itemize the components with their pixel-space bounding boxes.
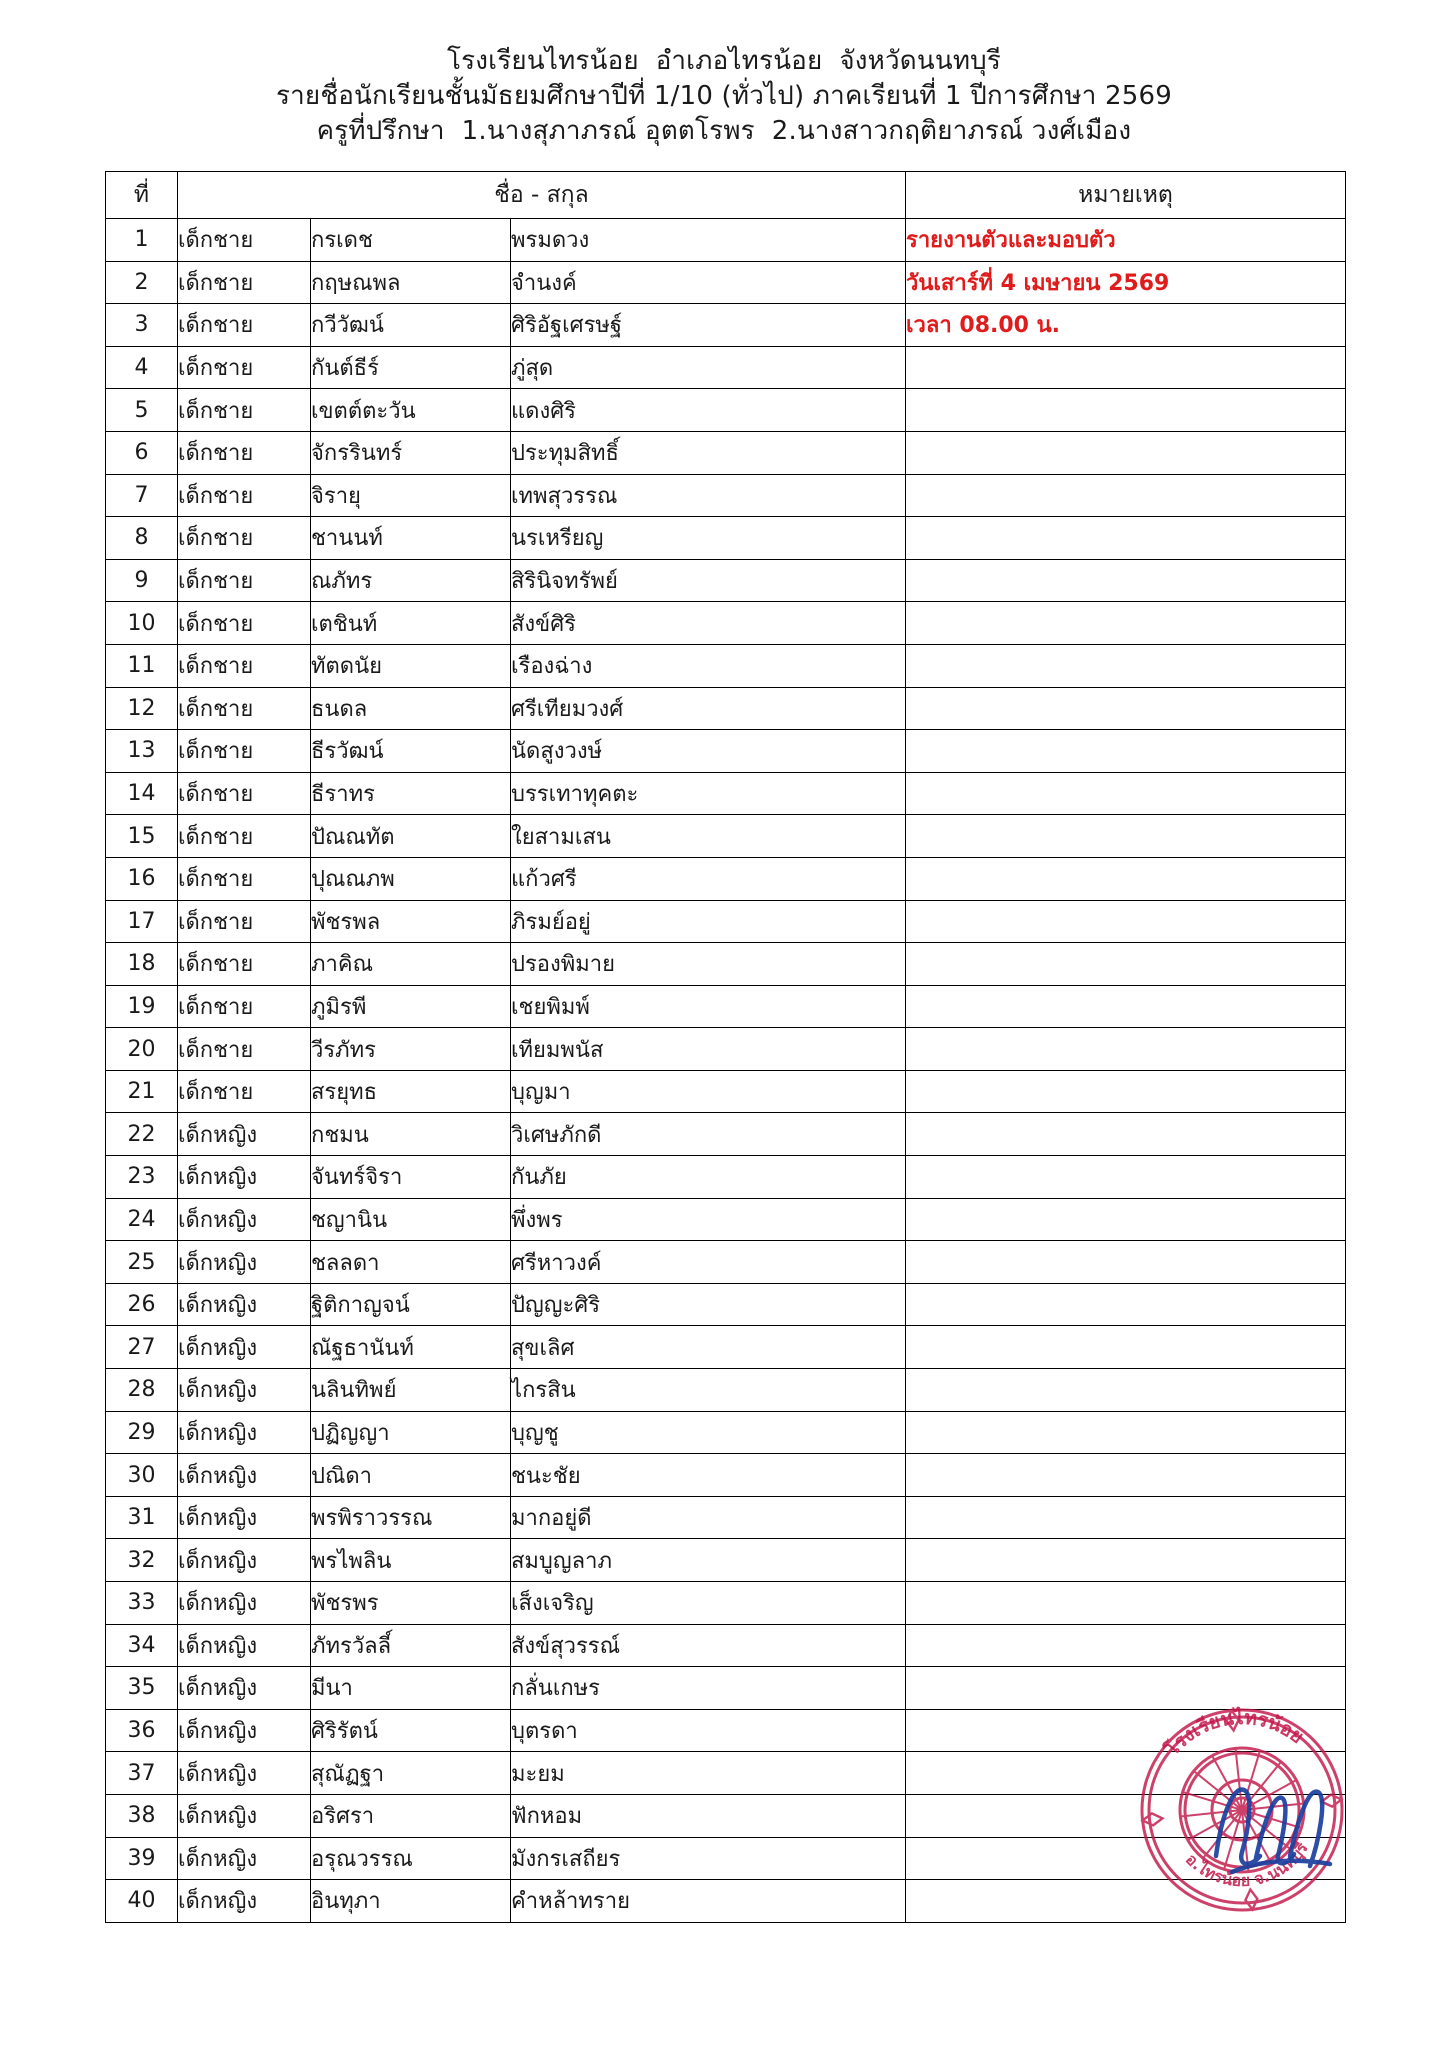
student-title: เด็กหญิง [178,1624,311,1667]
row-note [906,1283,1346,1326]
row-note [906,1582,1346,1625]
row-note [906,559,1346,602]
row-number: 22 [106,1113,178,1156]
student-title: เด็กชาย [178,219,311,262]
table-row [106,1880,1346,1923]
student-lastname: บรรเทาทุคตะ [511,772,906,815]
student-title: เด็กหญิง [178,1156,311,1199]
student-title: เด็กหญิง [178,1837,311,1880]
row-note [906,1880,1346,1923]
row-number: 27 [106,1326,178,1369]
table-row [106,1454,1346,1497]
student-lastname: เส็งเจริญ [511,1582,906,1625]
row-note [906,1709,1346,1752]
student-title: เด็กหญิง [178,1283,311,1326]
student-title: เด็กหญิง [178,1454,311,1497]
student-lastname: ประทุมสิทธิ์ [511,431,906,474]
student-title: เด็กชาย [178,261,311,304]
student-firstname: นลินทิพย์ [311,1369,511,1412]
table-row [106,261,1346,304]
row-number: 40 [106,1880,178,1923]
table-row [106,1113,1346,1156]
document-heading [0,0,1448,149]
row-number: 7 [106,474,178,517]
student-firstname: ชลลดา [311,1241,511,1284]
row-number: 14 [106,772,178,815]
row-number: 30 [106,1454,178,1497]
table-row [106,1326,1346,1369]
row-number: 29 [106,1411,178,1454]
student-title: เด็กชาย [178,389,311,432]
row-note: วันเสาร์ที่ 4 เมษายน 2569 [906,261,1346,304]
row-number: 33 [106,1582,178,1625]
student-title: เด็กชาย [178,687,311,730]
student-firstname: กชมน [311,1113,511,1156]
row-number: 2 [106,261,178,304]
row-number: 38 [106,1794,178,1837]
student-lastname: วิเศษภักดี [511,1113,906,1156]
student-lastname: ภิรมย์อยู่ [511,900,906,943]
student-title: เด็กหญิง [178,1709,311,1752]
row-note [906,431,1346,474]
student-lastname: ใยสามเสน [511,815,906,858]
student-firstname: มีนา [311,1667,511,1710]
student-lastname: นัดสูงวงษ์ [511,730,906,773]
student-firstname: ภัทรวัลลี์ [311,1624,511,1667]
student-title: เด็กชาย [178,644,311,687]
student-title: เด็กหญิง [178,1241,311,1284]
student-lastname: สังข์สุวรรณ์ [511,1624,906,1667]
row-note [906,687,1346,730]
row-note [906,1070,1346,1113]
student-firstname: ศิริรัตน์ [311,1709,511,1752]
student-lastname: ฟักหอม [511,1794,906,1837]
student-lastname: ศรีเทียมวงศ์ [511,687,906,730]
student-title: เด็กชาย [178,730,311,773]
table-row [106,1667,1346,1710]
row-number: 6 [106,431,178,474]
row-note [906,772,1346,815]
header-note: หมายเหตุ [906,172,1346,219]
seal-top-text: โรงเรียนไทรน้อย [1161,1706,1308,1761]
student-lastname: มากอยู่ดี [511,1496,906,1539]
student-lastname: บุตรดา [511,1709,906,1752]
table-row [106,1794,1346,1837]
table-row [106,1752,1346,1795]
student-lastname: บุญมา [511,1070,906,1113]
heading-line-advisors: ครูที่ปรึกษา 1.นางสุภาภรณ์ อุตตโรพร 2.นางสาวกฤติยาภรณ์ วงศ์เมือง [316,116,1132,146]
row-number: 24 [106,1198,178,1241]
row-note [906,857,1346,900]
row-note [906,644,1346,687]
row-note [906,815,1346,858]
student-firstname: พัชรพร [311,1582,511,1625]
table-row [106,815,1346,858]
student-title: เด็กหญิง [178,1539,311,1582]
table-row [106,1369,1346,1412]
row-number: 26 [106,1283,178,1326]
table-row [106,857,1346,900]
row-number: 3 [106,304,178,347]
student-lastname: คำหล้าทราย [511,1880,906,1923]
student-title: เด็กชาย [178,346,311,389]
student-firstname: กวีวัฒน์ [311,304,511,347]
student-lastname: ไกรสิน [511,1369,906,1412]
table-row [106,1070,1346,1113]
student-title: เด็กชาย [178,602,311,645]
row-number: 21 [106,1070,178,1113]
row-note [906,1794,1346,1837]
row-number: 25 [106,1241,178,1284]
student-title: เด็กชาย [178,985,311,1028]
student-lastname: แดงศิริ [511,389,906,432]
student-title: เด็กหญิง [178,1752,311,1795]
student-title: เด็กชาย [178,304,311,347]
student-lastname: ศรีหาวงค์ [511,1241,906,1284]
row-note [906,1496,1346,1539]
student-lastname: จำนงค์ [511,261,906,304]
roster-table-wrapper [105,171,1343,1923]
student-lastname: มะยม [511,1752,906,1795]
heading-line-school: โรงเรียนไทรน้อย อำเภอไทรน้อย จังหวัดนนทบุรี [446,46,1002,76]
row-note [906,346,1346,389]
student-roster-table [105,171,1346,1923]
row-number: 36 [106,1709,178,1752]
table-row [106,687,1346,730]
student-lastname: กันภัย [511,1156,906,1199]
student-firstname: ภาคิณ [311,943,511,986]
student-title: เด็กชาย [178,815,311,858]
table-row [106,730,1346,773]
row-note [906,1752,1346,1795]
student-lastname: มังกรเสถียร [511,1837,906,1880]
table-header-row [106,172,1346,219]
student-firstname: ณัฐธานันท์ [311,1326,511,1369]
student-lastname: สิรินิจทรัพย์ [511,559,906,602]
student-title: เด็กชาย [178,943,311,986]
table-row [106,304,1346,347]
student-lastname: พึ่งพร [511,1198,906,1241]
header-name: ชื่อ - สกุล [178,172,906,219]
row-note [906,730,1346,773]
row-number: 35 [106,1667,178,1710]
student-firstname: ทัตดนัย [311,644,511,687]
row-number: 1 [106,219,178,262]
row-number: 10 [106,602,178,645]
table-row [106,1496,1346,1539]
table-row [106,1837,1346,1880]
table-row [106,1582,1346,1625]
student-title: เด็กหญิง [178,1198,311,1241]
row-number: 31 [106,1496,178,1539]
student-lastname: เทียมพนัส [511,1028,906,1071]
table-row [106,1028,1346,1071]
student-firstname: อรุณวรรณ [311,1837,511,1880]
student-firstname: อริศรา [311,1794,511,1837]
table-row [106,1709,1346,1752]
row-note [906,1624,1346,1667]
header-no: ที่ [106,172,178,219]
student-firstname: ณภัทร [311,559,511,602]
student-lastname: เรืองฉ่าง [511,644,906,687]
row-note [906,985,1346,1028]
student-title: เด็กชาย [178,857,311,900]
student-firstname: ธนดล [311,687,511,730]
student-lastname: เทพสุวรรณ [511,474,906,517]
row-note [906,1369,1346,1412]
student-firstname: ฐิติกาญจน์ [311,1283,511,1326]
row-note [906,1113,1346,1156]
student-lastname: นรเหรียญ [511,517,906,560]
row-number: 17 [106,900,178,943]
student-lastname: สมบูญลาภ [511,1539,906,1582]
student-firstname: พัชรพล [311,900,511,943]
row-note [906,389,1346,432]
row-note [906,517,1346,560]
row-note [906,1667,1346,1710]
student-firstname: จักรรินทร์ [311,431,511,474]
seal-bottom-text: อ.ไทรน้อย จ.นนทบุรี [1181,1839,1312,1891]
row-number: 23 [106,1156,178,1199]
row-number: 37 [106,1752,178,1795]
row-number: 12 [106,687,178,730]
student-lastname: ภู่สุด [511,346,906,389]
table-row [106,1198,1346,1241]
student-firstname: สรยุทธ [311,1070,511,1113]
student-firstname: อินทุภา [311,1880,511,1923]
row-number: 19 [106,985,178,1028]
student-title: เด็กหญิง [178,1880,311,1923]
student-firstname: ปัณณทัต [311,815,511,858]
table-row [106,219,1346,262]
table-body [106,219,1346,1923]
student-title: เด็กหญิง [178,1411,311,1454]
student-firstname: กฤษณพล [311,261,511,304]
table-row [106,474,1346,517]
student-firstname: เขตต์ตะวัน [311,389,511,432]
student-lastname: ชนะชัย [511,1454,906,1497]
table-row [106,1539,1346,1582]
row-note [906,1454,1346,1497]
row-note [906,1198,1346,1241]
student-firstname: ปณิดา [311,1454,511,1497]
student-title: เด็กหญิง [178,1794,311,1837]
row-number: 18 [106,943,178,986]
student-firstname: ปฏิญญา [311,1411,511,1454]
table-row [106,559,1346,602]
table-row [106,1624,1346,1667]
row-note [906,1837,1346,1880]
table-row [106,1411,1346,1454]
table-head [106,172,1346,219]
row-note [906,1539,1346,1582]
student-lastname: พรมดวง [511,219,906,262]
student-firstname: วีรภัทร [311,1028,511,1071]
row-note [906,1156,1346,1199]
student-lastname: ปัญญะศิริ [511,1283,906,1326]
student-lastname: ศิริอัฐเศรษฐ์ [511,304,906,347]
student-title: เด็กชาย [178,517,311,560]
table-row [106,985,1346,1028]
student-firstname: ชานนท์ [311,517,511,560]
table-row [106,602,1346,645]
student-title: เด็กชาย [178,1028,311,1071]
row-number: 11 [106,644,178,687]
student-firstname: จันทร์จิรา [311,1156,511,1199]
student-lastname: บุญชู [511,1411,906,1454]
student-title: เด็กหญิง [178,1326,311,1369]
row-number: 15 [106,815,178,858]
student-lastname: ปรองพิมาย [511,943,906,986]
student-title: เด็กหญิง [178,1582,311,1625]
student-firstname: ชญานิน [311,1198,511,1241]
student-title: เด็กหญิง [178,1496,311,1539]
table-row [106,517,1346,560]
student-lastname: เชยพิมพ์ [511,985,906,1028]
row-note [906,900,1346,943]
row-number: 32 [106,1539,178,1582]
table-row [106,389,1346,432]
student-title: เด็กชาย [178,1070,311,1113]
student-title: เด็กหญิง [178,1369,311,1412]
student-firstname: สุณัฏฐา [311,1752,511,1795]
heading-line-class: รายชื่อนักเรียนชั้นมัธยมศึกษาปีที่ 1/10 (ทั่วไป) ภาคเรียนที่ 1 ปีการศึกษา 2569 [275,81,1173,111]
row-number: 5 [106,389,178,432]
student-firstname: ภูมิรพี [311,985,511,1028]
row-note [906,1028,1346,1071]
student-firstname: ธีรวัฒน์ [311,730,511,773]
student-firstname: ธีราทร [311,772,511,815]
row-number: 34 [106,1624,178,1667]
student-firstname: จิรายุ [311,474,511,517]
row-note [906,1326,1346,1369]
student-firstname: เตชินท์ [311,602,511,645]
student-title: เด็กชาย [178,431,311,474]
table-row [106,943,1346,986]
student-firstname: กรเดช [311,219,511,262]
table-row [106,346,1346,389]
row-note [906,1241,1346,1284]
table-row [106,1283,1346,1326]
table-row [106,900,1346,943]
row-number: 8 [106,517,178,560]
row-note: เวลา 08.00 น. [906,304,1346,347]
student-lastname: กลั่นเกษร [511,1667,906,1710]
row-number: 39 [106,1837,178,1880]
row-number: 20 [106,1028,178,1071]
student-title: เด็กหญิง [178,1113,311,1156]
student-lastname: แก้วศรี [511,857,906,900]
row-note [906,943,1346,986]
row-number: 9 [106,559,178,602]
student-title: เด็กชาย [178,900,311,943]
student-firstname: ปุณณภพ [311,857,511,900]
student-title: เด็กชาย [178,772,311,815]
table-row [106,1241,1346,1284]
student-title: เด็กชาย [178,474,311,517]
table-row [106,431,1346,474]
row-note [906,1411,1346,1454]
row-number: 4 [106,346,178,389]
row-note [906,602,1346,645]
row-number: 28 [106,1369,178,1412]
table-row [106,644,1346,687]
student-title: เด็กหญิง [178,1667,311,1710]
student-title: เด็กชาย [178,559,311,602]
table-row [106,1156,1346,1199]
row-number: 13 [106,730,178,773]
student-firstname: พรพิราวรรณ [311,1496,511,1539]
student-lastname: สังข์ศิริ [511,602,906,645]
row-number: 16 [106,857,178,900]
table-row [106,772,1346,815]
student-lastname: สุขเลิศ [511,1326,906,1369]
row-note [906,474,1346,517]
student-firstname: พรไพลิน [311,1539,511,1582]
student-firstname: กันต์ธีร์ [311,346,511,389]
row-note: รายงานตัวและมอบตัว [906,219,1346,262]
